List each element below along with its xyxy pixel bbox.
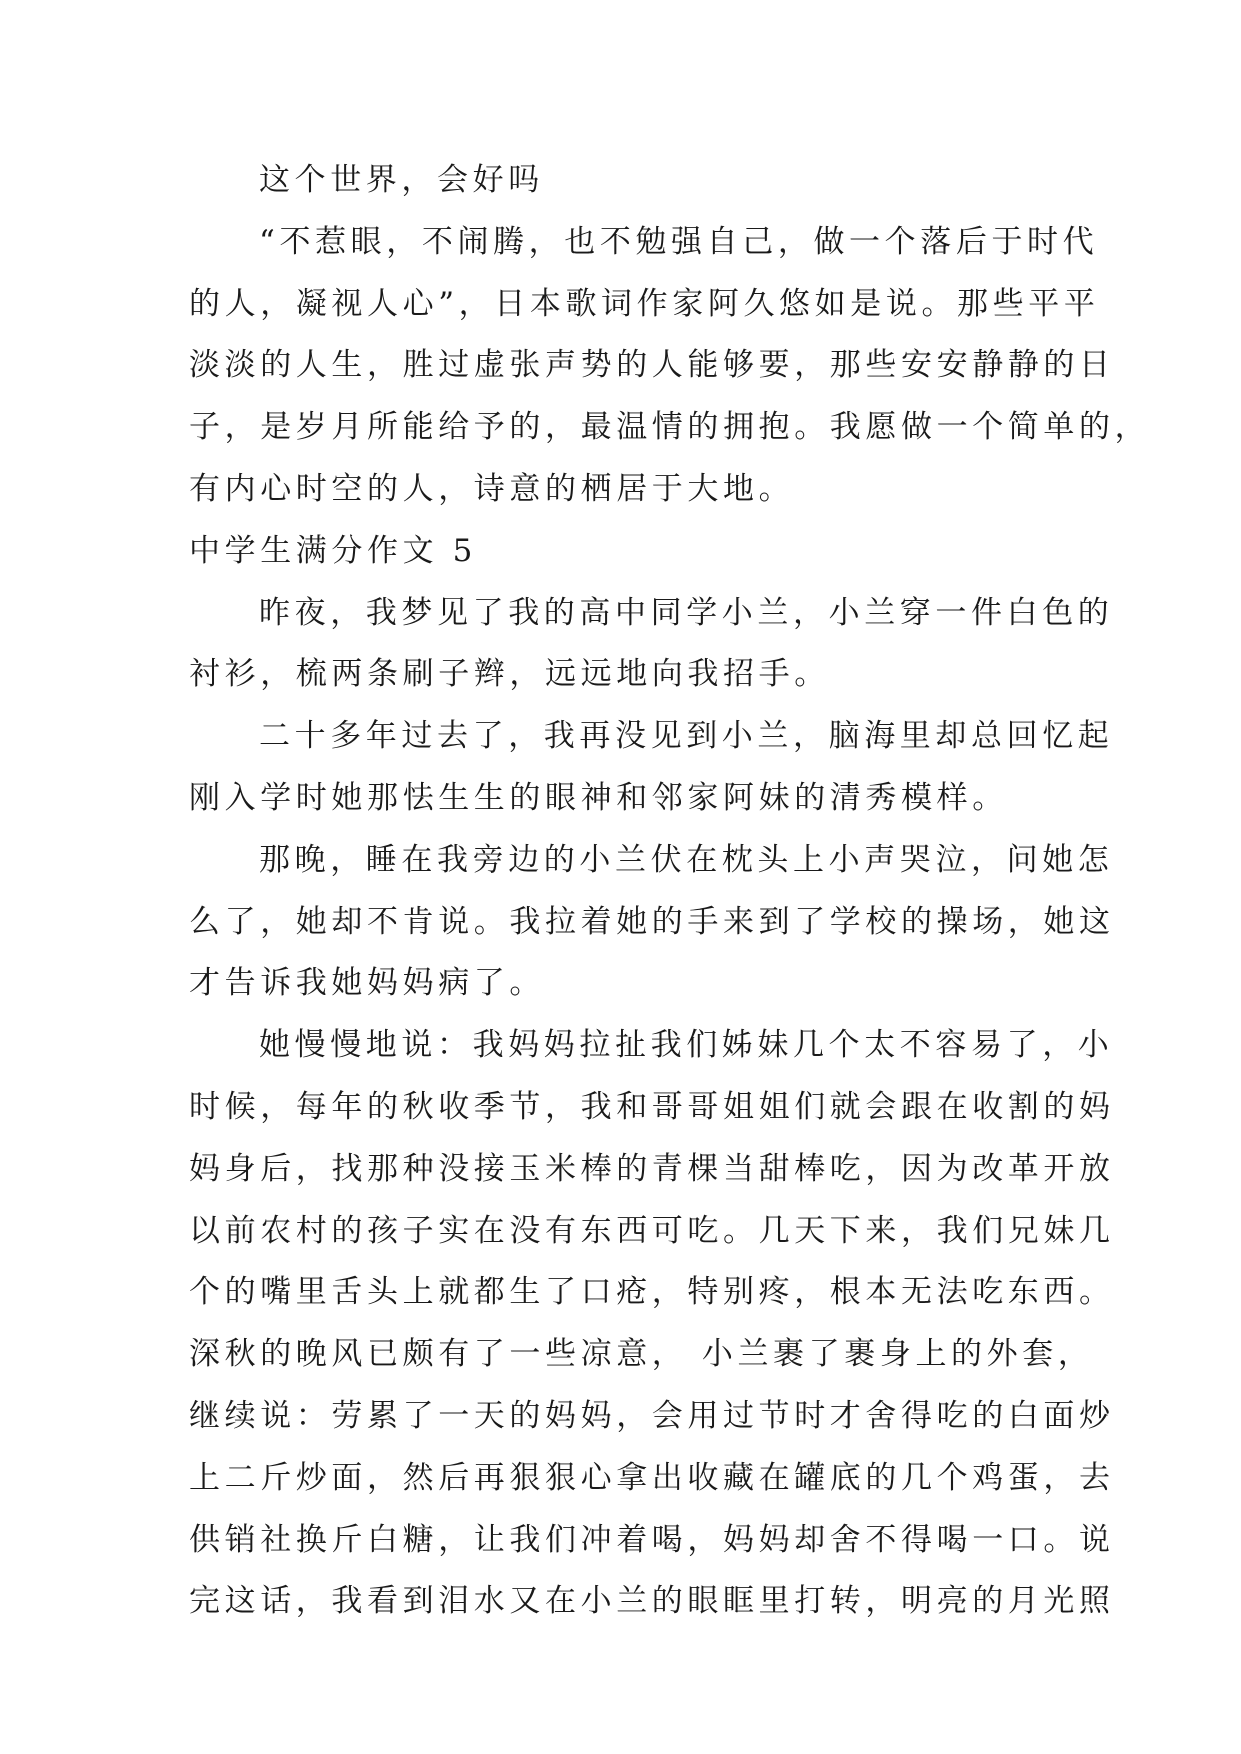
text-line: 深秋的晚风已颇有了一些凉意， 小兰裹了裹身上的外套， <box>189 1336 1094 1373</box>
document-body <box>189 150 1151 1633</box>
text-line: 那晚，睡在我旁边的小兰伏在枕头上小声哭泣，问她怎 <box>259 841 1114 878</box>
text-line: 淡淡的人生，胜过虚张声势的人能够要，那些安安静静的日 <box>189 347 1115 384</box>
text-line: 刚入学时她那怯生生的眼神和邻家阿妹的清秀模样。 <box>189 779 1008 816</box>
text-line: 妈身后，找那种没接玉米棒的青棵当甜棒吃，因为改革开放 <box>189 1150 1115 1187</box>
text-line: 有内心时空的人，诗意的栖居于大地。 <box>189 470 795 507</box>
text-line: 这个世界，会好吗 <box>259 162 544 198</box>
text-line: 的人，凝视人心”，日本歌词作家阿久悠如是说。那些平平 <box>189 285 1100 322</box>
text-line: 子，是岁月所能给予的，最温情的拥抱。我愿做一个简单的， <box>189 409 1151 446</box>
text-line: 上二斤炒面，然后再狠狠心拿出收藏在罐底的几个鸡蛋，去 <box>189 1459 1115 1496</box>
text-line: 她慢慢地说：我妈妈拉扯我们姊妹几个太不容易了，小 <box>259 1027 1114 1064</box>
text-line: 才告诉我她妈妈病了。 <box>189 965 545 1002</box>
text-line: 二十多年过去了，我再没见到小兰，脑海里却总回忆起 <box>259 718 1114 755</box>
text-line: 个的嘴里舌头上就都生了口疮，特别疼，根本无法吃东西。 <box>189 1274 1115 1311</box>
text-line: 完这话，我看到泪水又在小兰的眼眶里打转，明亮的月光照 <box>189 1583 1115 1620</box>
text-line: 时候，每年的秋收季节，我和哥哥姐姐们就会跟在收割的妈 <box>189 1088 1115 1125</box>
text-line: 继续说：劳累了一天的妈妈，会用过节时才舍得吃的白面炒 <box>189 1397 1115 1434</box>
text-line: 供销社换斤白糖，让我们冲着喝，妈妈却舍不得喝一口。说 <box>189 1521 1115 1558</box>
text-line: 衬衫，梳两条刷子辫，远远地向我招手。 <box>189 656 830 693</box>
text-line: 以前农村的孩子实在没有东西可吃。几天下来，我们兄妹几 <box>189 1212 1115 1249</box>
text-line: “不惹眼，不闹腾，也不勉强自己，做一个落后于时代 <box>259 223 1099 260</box>
text-line: 中学生满分作文 5 <box>189 532 477 569</box>
text-line: 么了，她却不肯说。我拉着她的手来到了学校的操场，她这 <box>189 903 1115 940</box>
text-line: 昨夜，我梦见了我的高中同学小兰，小兰穿一件白色的 <box>259 594 1114 631</box>
